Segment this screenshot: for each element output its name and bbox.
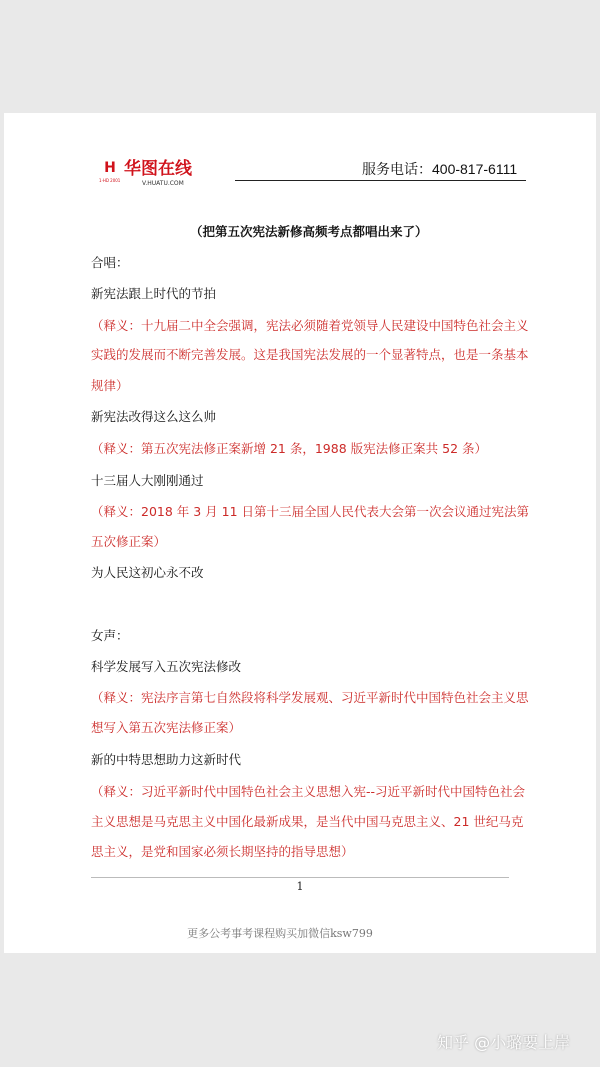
page-title: （把第五次宪法新修高频考点都唱出来了） xyxy=(190,224,428,239)
annotation-line: 思主义，是党和国家必须长期坚持的指导思想） xyxy=(91,844,354,859)
lyric-line: 科学发展写入五次宪法修改 xyxy=(91,659,242,674)
huatu-logo xyxy=(100,160,210,188)
annotation-line: （释义：宪法序言第七自然段将科学发展观、习近平新时代中国特色社会主义思 xyxy=(91,690,529,705)
logo-mark-icon: H 1·HD 2001 xyxy=(100,160,120,186)
annotation-line: （释义：十九届二中全会强调，宪法必须随着党领导人民建设中国特色社会主义 xyxy=(91,318,529,333)
zhihu-watermark: 知乎 @小璐要上岸 xyxy=(437,1033,571,1052)
section-label-chorus: 合唱： xyxy=(91,255,129,270)
annotation-line: （释义：第五次宪法修正案新增 21 条，1988 版宪法修正案共 52 条） xyxy=(91,441,487,456)
annotation-line: 实践的发展而不断完善发展。这是我国宪法发展的一个显著特点，也是一条基本 xyxy=(91,347,529,362)
annotation-line: （释义：2018 年 3 月 11 日第十三届全国人民代表大会第一次会议通过宪法第 xyxy=(91,504,530,519)
lyric-line: 十三届人大刚刚通过 xyxy=(91,473,204,488)
lyric-line: 为人民这初心永不改 xyxy=(91,565,204,580)
service-phone: 服务电话：400-817-6111 xyxy=(362,161,518,177)
logo-brand: 华图在线 xyxy=(124,159,192,179)
logo-year: 1·HD 2001 xyxy=(99,178,121,183)
annotation-line: 想写入第五次宪法修正案） xyxy=(91,720,242,735)
footer-rule xyxy=(91,877,509,878)
annotation-line: 规律） xyxy=(91,378,129,393)
annotation-line: （释义：习近平新时代中国特色社会主义思想入宪--习近平新时代中国特色社会 xyxy=(91,784,526,799)
header-rule xyxy=(235,180,526,181)
logo-url: V.HUATU.COM xyxy=(142,180,184,187)
annotation-line: 五次修正案） xyxy=(91,534,167,549)
footer-note: 更多公考事考课程购买加微信ksw799 xyxy=(187,927,373,940)
section-label-female: 女声： xyxy=(91,628,129,643)
lyric-line: 新的中特思想助力这新时代 xyxy=(91,752,242,767)
annotation-line: 主义思想是马克思主义中国化最新成果，是当代中国马克思主义、21 世纪马克 xyxy=(91,814,524,829)
page-number: 1 xyxy=(296,880,304,893)
lyric-line: 新宪法跟上时代的节拍 xyxy=(91,286,217,301)
lyric-line: 新宪法改得这么这么帅 xyxy=(91,409,217,424)
